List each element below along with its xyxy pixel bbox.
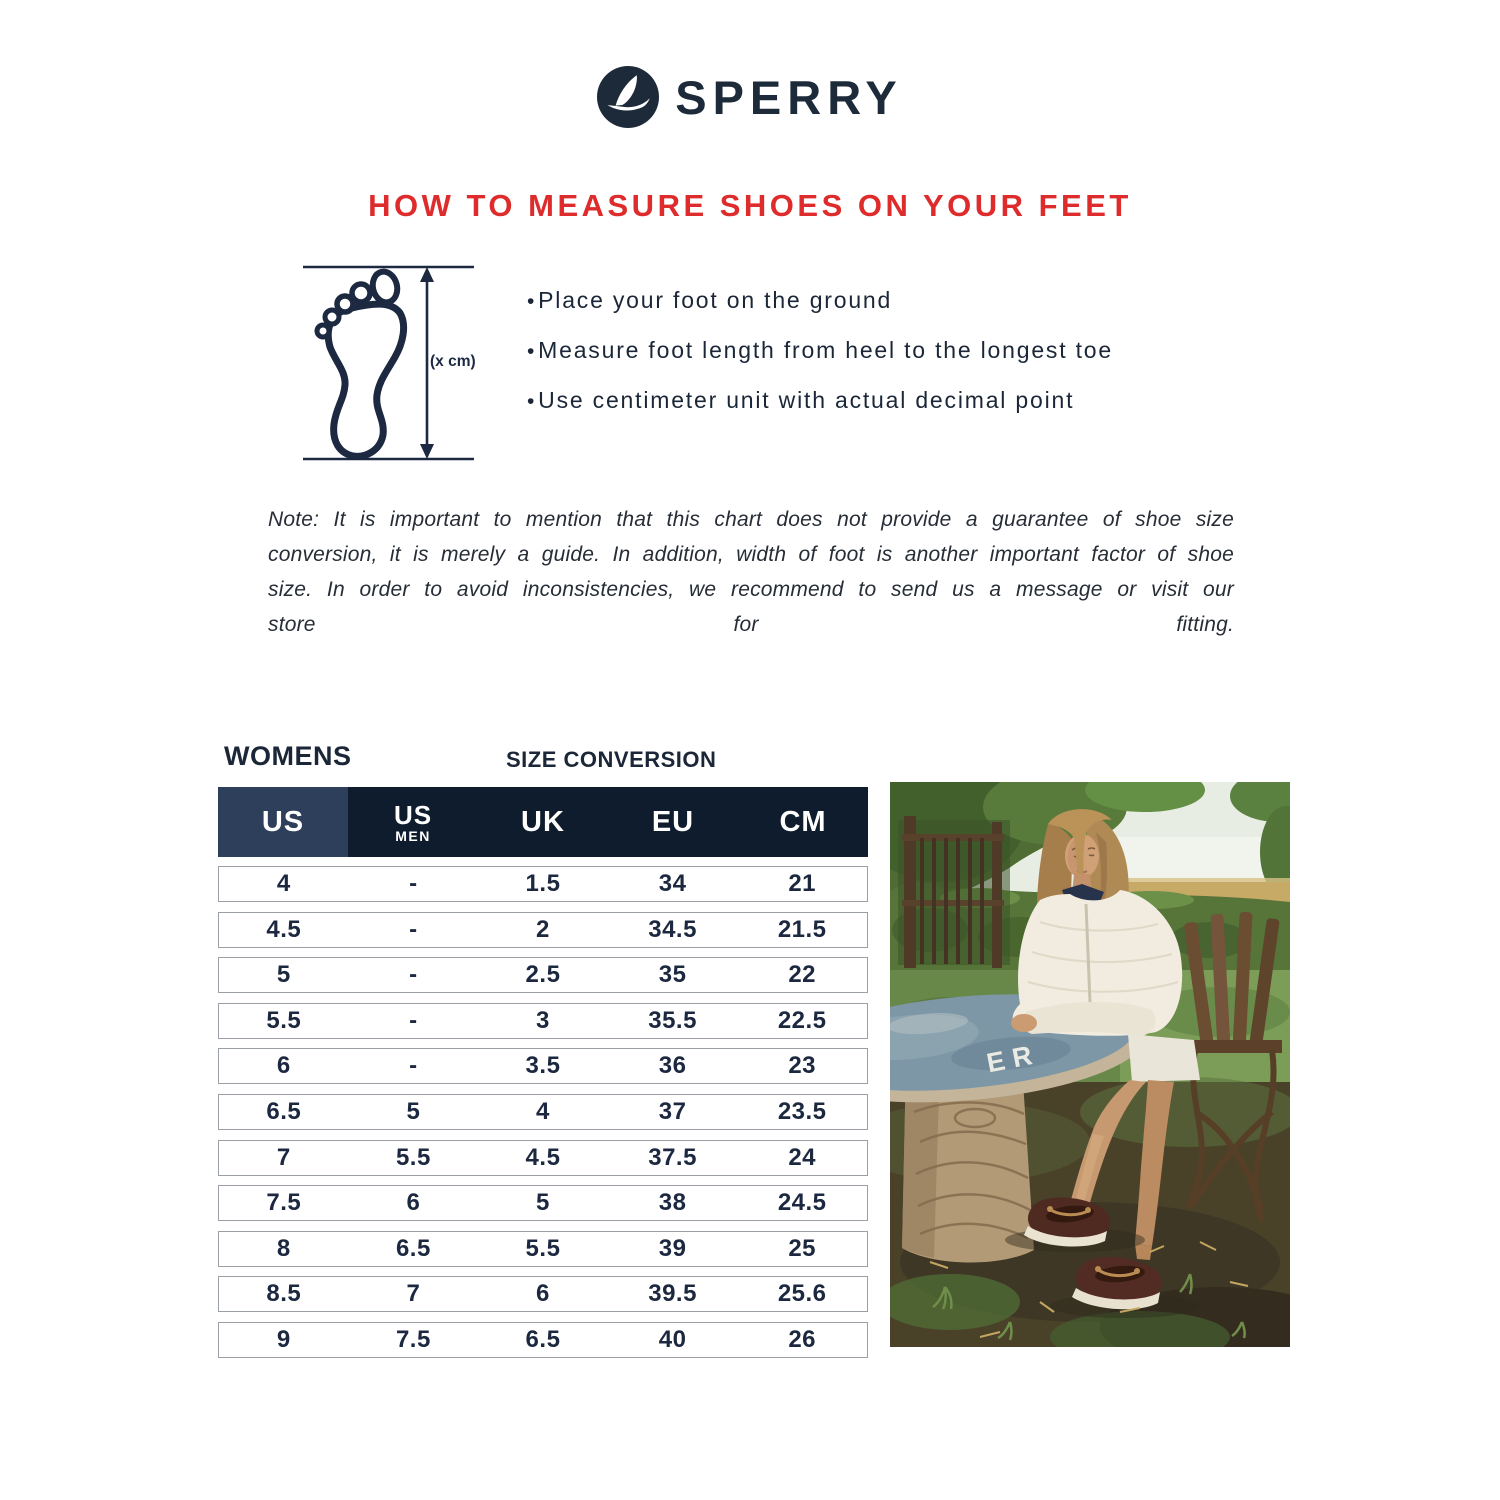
size-table-header	[218, 787, 868, 857]
cell-eu: 35.5	[648, 1006, 697, 1034]
cell-eu: 34.5	[648, 915, 697, 943]
cell-uk: 3	[536, 1006, 550, 1034]
cell-eu: 37	[658, 1097, 687, 1125]
table-row	[218, 1048, 868, 1084]
cell-eu: 35	[658, 961, 687, 989]
bullet-dot: •	[527, 390, 537, 413]
cell-eu: 36	[658, 1052, 687, 1080]
cell-uk: 4	[536, 1097, 550, 1125]
cell-us: 8.5	[266, 1280, 302, 1308]
cell-us-men: 7.5	[395, 1325, 431, 1353]
cell-eu: 40	[658, 1325, 687, 1353]
table-row	[218, 957, 868, 993]
cell-uk: 6	[536, 1280, 550, 1308]
cell-uk: 2.5	[525, 961, 561, 989]
instruction-item	[527, 387, 1113, 414]
brand-name: SPERRY	[675, 70, 903, 124]
cell-cm: 25.6	[777, 1280, 827, 1308]
cell-uk: 5.5	[525, 1234, 561, 1262]
cell-us: 8	[276, 1234, 291, 1262]
measure-label: (x cm)	[430, 353, 476, 370]
table-row	[218, 1276, 868, 1312]
cell-eu: 38	[658, 1189, 687, 1217]
cell-cm: 21	[788, 870, 817, 897]
section-label-womens: WOMENS	[224, 741, 352, 771]
cell-cm: 25	[788, 1234, 817, 1262]
table-row	[218, 1231, 868, 1267]
cell-cm: 22	[788, 961, 817, 989]
cell-uk: 6.5	[525, 1325, 561, 1353]
note-paragraph: Note: It is important to mention that this chart does not provide a guarantee of shoe size conversion, it is merely a guide. In addition, width of foot is another important factor of shoe size. In order to avoid inconsistencies, we recommend to send us a message or visit our store for fitting.	[268, 508, 1234, 636]
cell-us-men: -	[409, 870, 418, 897]
instruction-text: Place your foot on the ground	[538, 287, 893, 313]
cell-us: 6	[276, 1052, 291, 1080]
column-header-us-men: US MEN	[393, 799, 433, 844]
instruction-item	[527, 287, 1113, 314]
page-title: HOW TO MEASURE SHOES ON YOUR FEET	[368, 188, 1132, 223]
lifestyle-photo	[890, 782, 1290, 1347]
cell-us: 5	[276, 961, 291, 989]
cell-cm: 24	[788, 1143, 817, 1171]
cell-eu: 37.5	[648, 1143, 697, 1171]
cell-us: 4	[276, 870, 291, 897]
cell-cm: 23.5	[777, 1097, 827, 1125]
cell-us-men: -	[409, 961, 418, 989]
sperry-sailboat-icon	[597, 66, 659, 128]
cell-us-men: -	[409, 1006, 418, 1034]
table-row	[218, 912, 868, 948]
cell-eu: 34	[658, 870, 687, 897]
column-header-uk: UK	[521, 805, 565, 838]
cell-us: 7	[276, 1143, 291, 1171]
cell-uk: 1.5	[525, 870, 561, 897]
column-header-eu: EU	[651, 805, 695, 838]
cell-us-men: 6.5	[395, 1234, 431, 1262]
foot-measure-diagram	[298, 250, 480, 472]
cell-eu: 39.5	[648, 1280, 697, 1308]
bullet-dot: •	[527, 290, 537, 313]
table-paint-text: ER	[984, 1038, 1043, 1079]
cell-uk: 5	[536, 1189, 550, 1217]
cell-cm: 24.5	[777, 1189, 827, 1217]
cell-cm: 23	[788, 1052, 817, 1080]
cell-cm: 26	[788, 1325, 817, 1353]
cell-eu: 39	[658, 1234, 687, 1262]
cell-us-men: 6	[406, 1189, 421, 1217]
cell-us-men: -	[409, 1052, 418, 1080]
table-title: SIZE CONVERSION	[506, 747, 717, 772]
size-table-body	[218, 866, 868, 1368]
table-row	[218, 1003, 868, 1039]
cell-us-men: 5.5	[395, 1143, 431, 1171]
column-header-cm: CM	[779, 805, 827, 838]
cell-us-men: 7	[406, 1280, 421, 1308]
brand-logo	[0, 66, 1500, 128]
instruction-text: Measure foot length from heel to the longest toe	[538, 337, 1113, 363]
cell-us: 7.5	[266, 1189, 302, 1217]
footprint-outline	[317, 269, 404, 456]
cell-uk: 3.5	[525, 1052, 561, 1080]
cell-cm: 22.5	[777, 1006, 827, 1034]
cell-us: 9	[276, 1325, 291, 1353]
table-row	[218, 1185, 868, 1221]
instructions-list	[527, 287, 1113, 437]
cell-us: 6.5	[266, 1097, 302, 1125]
table-row	[218, 866, 868, 902]
cell-cm: 21.5	[777, 915, 827, 943]
bullet-dot: •	[527, 340, 537, 363]
instruction-item	[527, 337, 1113, 364]
table-row	[218, 1322, 868, 1358]
cell-uk: 4.5	[525, 1143, 561, 1171]
table-row	[218, 1140, 868, 1176]
cell-us: 5.5	[266, 1006, 302, 1034]
cell-us-men: 5	[406, 1097, 421, 1125]
cell-us-men: -	[409, 915, 418, 943]
instruction-text: Use centimeter unit with actual decimal point	[538, 387, 1075, 413]
cell-us: 4.5	[266, 915, 302, 943]
cell-uk: 2	[536, 915, 550, 943]
garden-gate	[898, 816, 1010, 968]
table-row	[218, 1094, 868, 1130]
column-header-us: US	[218, 787, 348, 857]
